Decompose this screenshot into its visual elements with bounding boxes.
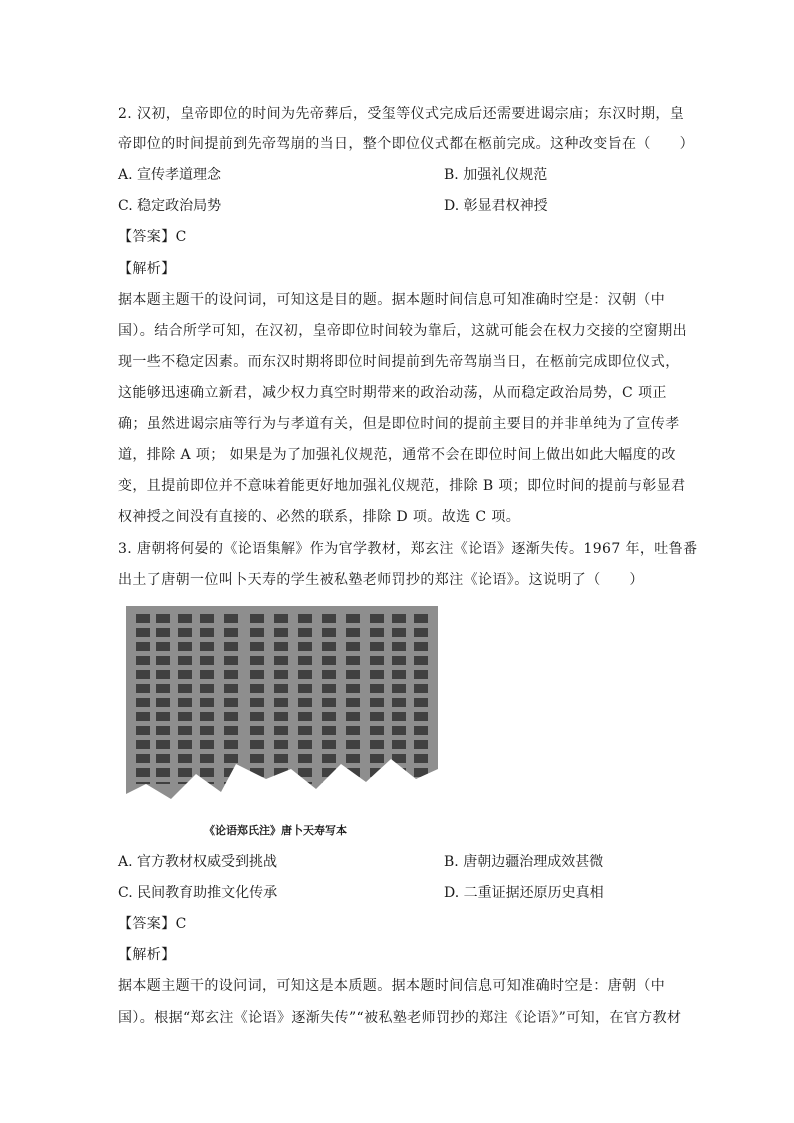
q2-analysis-line: 国）。结合所学可知，在汉初，皇帝即位时间较为靠后，这就可能会在权力交接的空窗期出 (118, 323, 687, 339)
q3-analysis-title: 【解析】 (118, 947, 176, 963)
q3-option-d: D. 二重证据还原历史真相 (444, 885, 604, 901)
q2-analysis-line: 确；虽然进谒宗庙等行为与孝道有关，但是即位时间的提前主要目的并非单纯为了宣传孝 (118, 416, 680, 432)
q2-option-d: D. 彰显君权神授 (444, 198, 548, 214)
q3-analysis-line: 国）。根据“郑玄注《论语》逐渐失传”“被私塾老师罚抄的郑注《论语》”可知，在官方教材 (118, 1010, 682, 1026)
q3-analysis-line: 据本题主题干的设问词，可知这是本质题。据本题时间信息可知准确时空是：唐朝（中 (118, 978, 666, 994)
q2-option-b: B. 加强礼仪规范 (444, 167, 548, 183)
q2-analysis-line: 现一些不稳定因素。而东汉时期将即位时间提前到先帝驾崩当日，在柩前完成即位仪式， (118, 354, 680, 370)
q2-answer: 【答案】C (118, 229, 187, 245)
q2-analysis-line: 道，排除 A 项； 如果是为了加强礼仪规范，通常不会在即位时间上做出如此大幅度的改 (118, 447, 676, 463)
manuscript-photo (126, 606, 438, 814)
q2-option-c: C. 稳定政治局势 (118, 198, 222, 214)
q3-answer: 【答案】C (118, 916, 187, 932)
q2-stem-line-2: 帝即位的时间提前到先帝驾崩的当日，整个即位仪式都在柩前完成。这种改变旨在（ ） (118, 136, 694, 152)
q2-analysis-line: 这能够迅速确立新君，减少权力真空时期带来的政治动荡，从而稳定政治局势，C 项正 (118, 385, 667, 401)
q2-analysis-line: 据本题主题干的设问词，可知这是目的题。据本题时间信息可知准确时空是：汉朝（中 (118, 292, 666, 308)
q2-option-a: A. 宣传孝道理念 (118, 167, 222, 183)
q2-analysis-line: 变，且提前即位并不意味着能更好地加强礼仪规范，排除 B 项；即位时间的提前与彰显君 (118, 478, 686, 494)
q2-stem-line-1: 2. 汉初，皇帝即位的时间为先帝葬后，受玺等仪式完成后还需要进谒宗庙；东汉时期，皇 (118, 106, 685, 122)
q3-option-b: B. 唐朝边疆治理成效甚微 (444, 854, 604, 870)
q3-option-a: A. 官方教材权威受到挑战 (118, 854, 278, 870)
image-caption: 《论语郑氏注》唐卜天寿写本 (204, 824, 347, 837)
q3-stem-line-2: 出土了唐朝一位叫卜天寿的学生被私塾老师罚抄的郑注《论语》。这说明了（ ） (118, 572, 644, 588)
q2-analysis-title: 【解析】 (118, 261, 176, 277)
q2-analysis-line: 权神授之间没有直接的、必然的联系，排除 D 项。故选 C 项。 (118, 509, 521, 525)
q3-stem-line-1: 3. 唐朝将何晏的《论语集解》作为官学教材，郑玄注《论语》逐渐失传。1967 年，吐鲁番 (118, 541, 698, 557)
torn-edge (126, 744, 438, 814)
q3-option-c: C. 民间教育助推文化传承 (118, 885, 278, 901)
